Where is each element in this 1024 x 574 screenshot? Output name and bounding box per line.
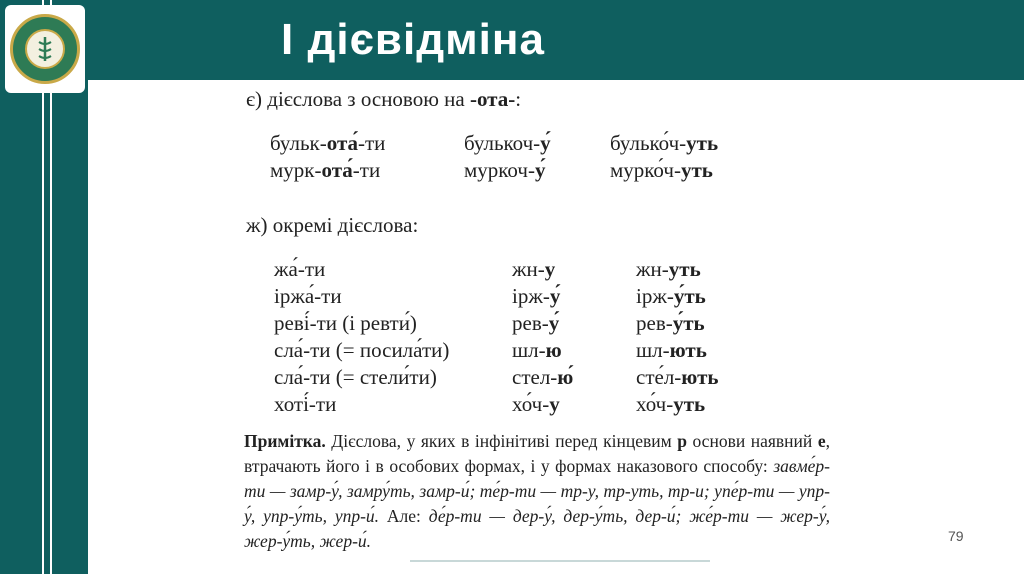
note-examples: де́р-ти — дер-у́, дер-у́ть, дер-и́; же́р-ти — жер-у́, жер-у́ть, жер-и́.: [244, 506, 830, 551]
page-title: І дієвідміна: [281, 15, 545, 64]
note-examples: завме́р-ти — замр-у́, замру́ть, замр-и́; те́р-ти — тр-у, тр-уть, тр-и; упе́р-ти — упр-у́, упр-у́ть, упр-и́.: [244, 456, 830, 526]
note-text: основи наявний: [686, 431, 818, 451]
scanned-textbook-page: [232, 83, 846, 563]
note-text: , втрачають його і в особових формах, і у формах наказового способу:: [244, 431, 830, 476]
note-text: Дієслова, у яких в інфінітиві перед кінцевим: [325, 431, 678, 451]
note-letter: е: [817, 431, 826, 451]
table-cell: жа́-ти: [274, 257, 326, 281]
table-cell: рев-у́: [512, 311, 560, 335]
logo: [5, 5, 85, 93]
crest-center: [25, 29, 65, 69]
table-cell: ірж-у́ть: [636, 284, 706, 308]
section-zh-heading: ж) окремі дієслова:: [246, 213, 419, 237]
table-cell: ірж-у́: [512, 284, 561, 308]
table-cell: мурк-ота́-ти: [270, 158, 381, 182]
table-cell: булькоч-у́: [464, 131, 551, 155]
university-crest-icon: [10, 14, 80, 84]
table-cell: стел-ю́: [512, 365, 574, 389]
caduceus-icon: [33, 35, 57, 63]
table-cell: іржа́-ти: [274, 284, 342, 308]
table-cell: шл-ю: [512, 338, 562, 362]
note-label: Примітка.: [244, 431, 326, 451]
table-cell: рев-у́ть: [636, 311, 705, 335]
note-text: Але:: [379, 506, 429, 526]
table-cell: сла́-ти (= посила́ти): [274, 338, 450, 362]
table-cell: булько́ч-уть: [610, 131, 719, 155]
page-number: 79: [948, 528, 964, 544]
table-cell: муркоч-у́: [464, 158, 546, 182]
note-letter: р: [677, 431, 687, 451]
table-cell: жн-уть: [636, 257, 701, 281]
table-cell: хо́ч-уть: [636, 392, 706, 416]
table-cell: сла́-ти (= стели́ти): [274, 365, 437, 389]
table-cell: реві́-ти (і ревти́): [274, 311, 417, 335]
table-cell: бульк-ота́-ти: [270, 131, 386, 155]
table-cell: мурко́ч-уть: [610, 158, 713, 182]
section-e-heading: є) дієслова з основою на -ота-:: [246, 87, 522, 111]
table-cell: сте́л-ють: [636, 365, 719, 389]
note-paragraph: [244, 429, 830, 554]
table-cell: хо́ч-у: [512, 392, 560, 416]
table-cell: жн-у: [512, 257, 556, 281]
footer-divider: [410, 560, 710, 562]
table-cell: шл-ють: [636, 338, 707, 362]
table-cell: хоті́-ти: [274, 392, 337, 416]
